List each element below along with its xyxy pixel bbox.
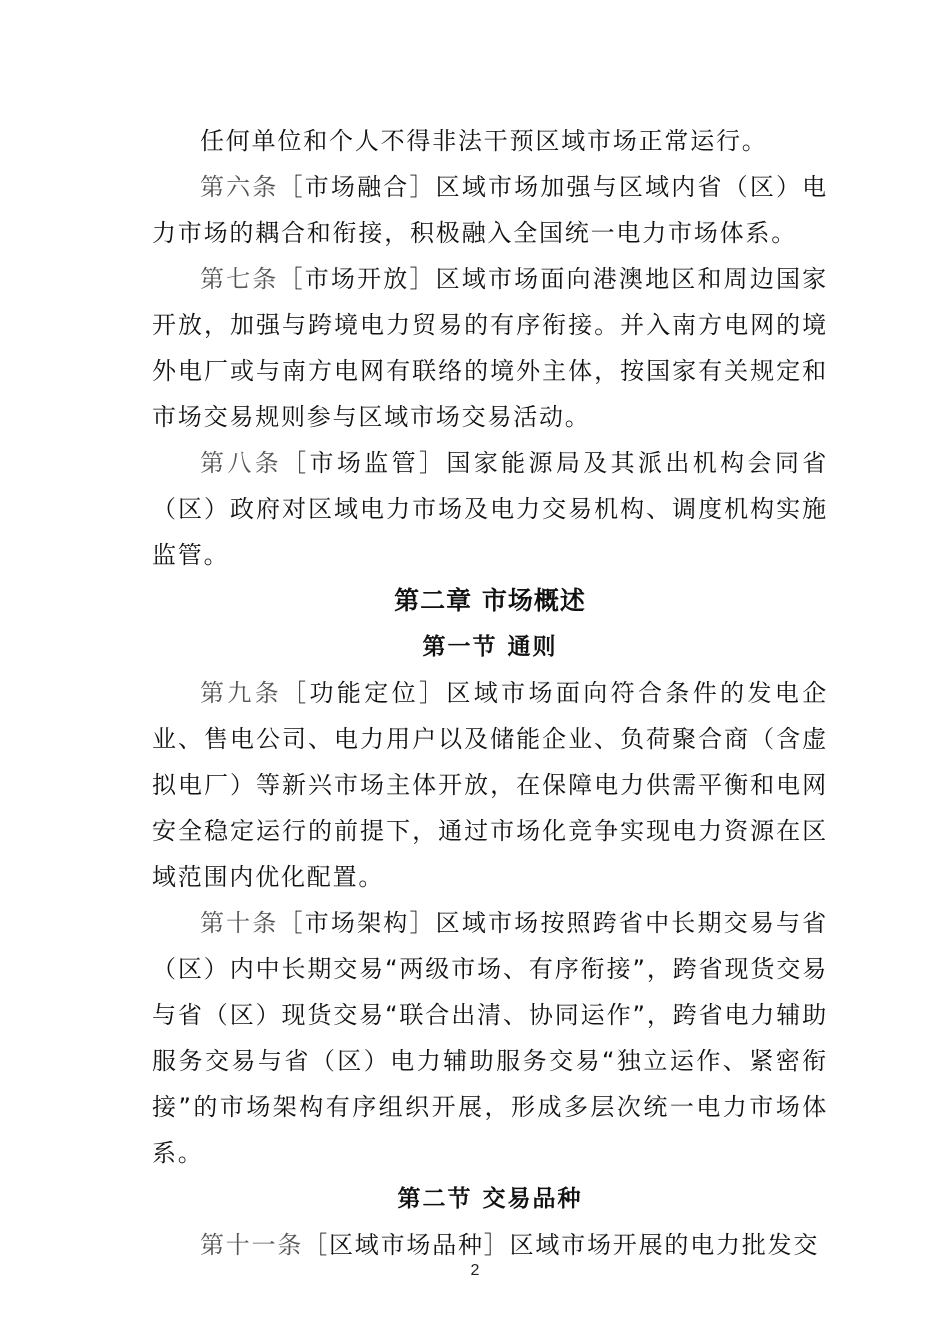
- article-number: 第六条: [200, 173, 279, 201]
- paragraph-text: 任何单位和个人不得非法干预区域市场正常运行。: [200, 127, 768, 155]
- chapter-title: 第二章 市场概述: [394, 586, 586, 615]
- article-8: [152, 440, 828, 578]
- article-number: 第九条: [200, 679, 283, 707]
- article-10: [152, 900, 828, 1176]
- article-text: ［市场监管］国家能源局及其派出机构会同省（区）政府对区域电力市场及电力交易机构、调度机构实施监管。: [152, 449, 828, 569]
- article-number: 第七条: [200, 265, 279, 293]
- article-9: [152, 670, 828, 900]
- article-text: ［市场开放］区域市场面向港澳地区和周边国家开放，加强与跨境电力贸易的有序衔接。并入南方电网的境外电厂或与南方电网有联络的境外主体，按国家有关规定和市场交易规则参与区域市场交易活动。: [152, 265, 828, 431]
- article-text: ［区域市场品种］区域市场开展的电力批发交: [303, 1231, 820, 1259]
- article-text: ［市场融合］区域市场加强与区域内省（区）电力市场的耦合和衔接，积极融入全国统一电力市场体系。: [152, 173, 828, 247]
- article-7: [152, 256, 828, 440]
- article-number: 第八条: [200, 449, 283, 477]
- article-text: ［市场架构］区域市场按照跨省中长期交易与省（区）内中长期交易“两级市场、有序衔接”，跨省现货交易与省（区）现货交易“联合出清、协同运作”，跨省电力辅助服务交易与省（区）电力辅助服务交易“独立运作、紧密衔接”的市场架构有序组织开展，形成多层次统一电力市场体系。: [152, 909, 828, 1167]
- article-text: ［功能定位］区域市场面向符合条件的发电企业、售电公司、电力用户以及储能企业、负荷聚合商（含虚拟电厂）等新兴市场主体开放，在保障电力供需平衡和电网安全稳定运行的前提下，通过市场化竞争实现电力资源在区域范围内优化配置。: [152, 679, 828, 891]
- section-title: 第一节 通则: [422, 633, 558, 660]
- section-title: 第二节 交易品种: [397, 1185, 583, 1212]
- article-number: 第十条: [200, 909, 279, 937]
- page-number: 2: [470, 1262, 480, 1279]
- article-6: [152, 164, 828, 256]
- paragraph-continuation: [152, 118, 828, 164]
- document-body: [152, 118, 828, 1268]
- article-number: 第十一条: [200, 1231, 304, 1259]
